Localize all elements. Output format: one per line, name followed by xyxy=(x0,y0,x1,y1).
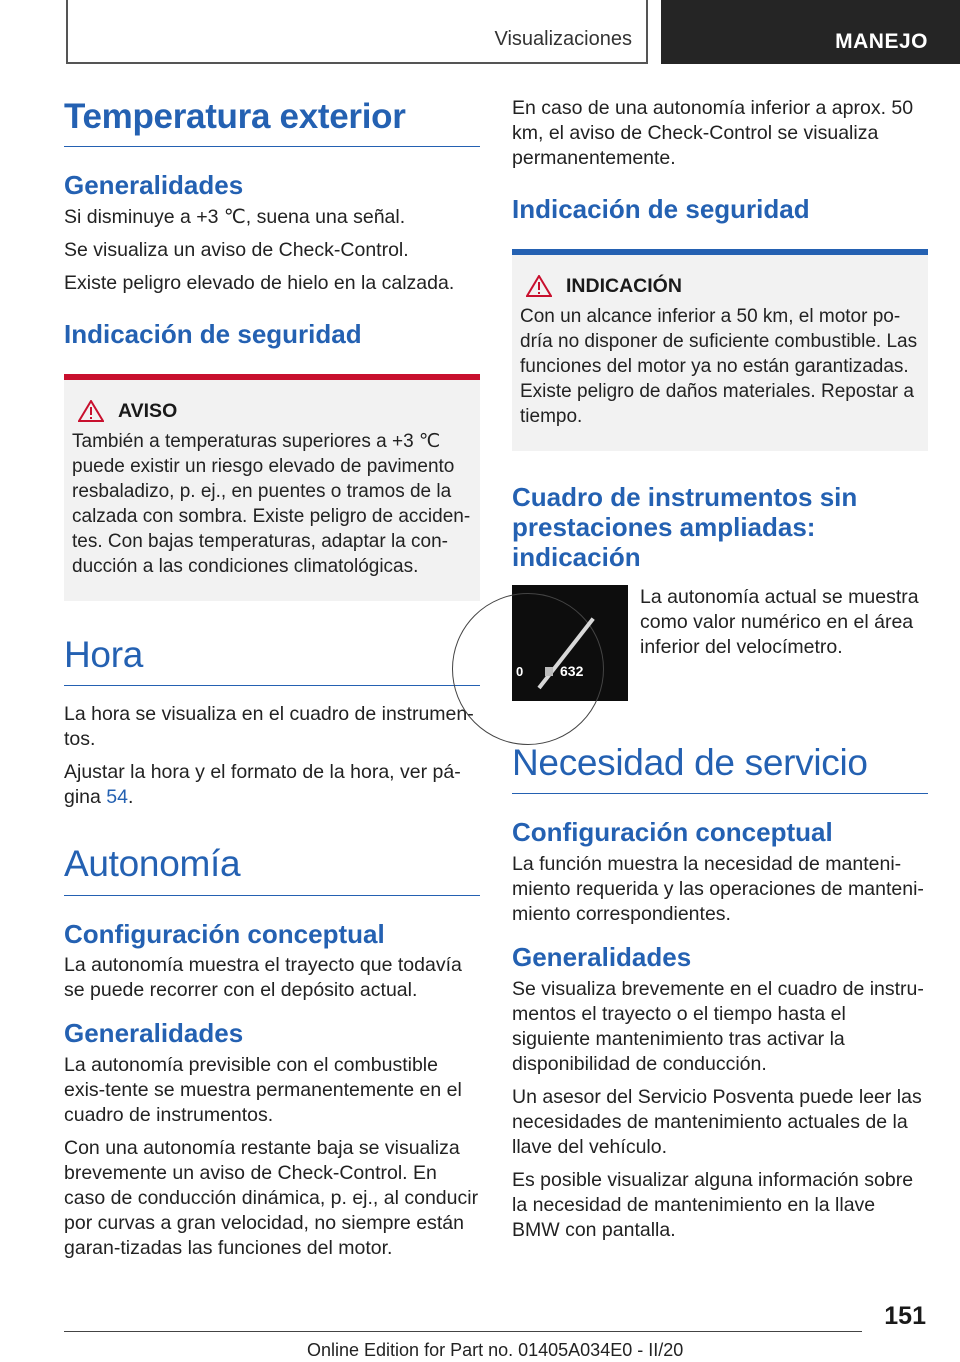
footer-edition: Online Edition for Part no. 01405A034E0 - II/20 xyxy=(307,1340,684,1360)
paragraph: La función muestra la necesidad de manteni-miento requerida y las operaciones de manteni-miento correspondientes. xyxy=(512,852,924,925)
paragraph xyxy=(64,760,480,810)
footer-divider xyxy=(64,1331,862,1332)
paragraph: La hora se visualiza en el cuadro de instrumen-tos. xyxy=(64,703,474,751)
paragraph: Se visualiza un aviso de Check-Control. xyxy=(64,238,409,261)
heading-hora: Hora xyxy=(64,633,480,686)
paragraph: La autonomía previsible con el combustible exis-tente se muestra permanentemente en el cuadro de instrumentos. xyxy=(64,1054,462,1127)
heading-autonomia: Autonomía xyxy=(64,842,480,895)
paragraph: La autonomía muestra el trayecto que todavía se puede recorrer con el depósito actual. xyxy=(64,954,462,1002)
cluster-section xyxy=(512,585,928,701)
paragraph: Es posible visualizar alguna información sobre la necesidad de mantenimiento en la llave BMW con pantalla. xyxy=(512,1168,914,1241)
warning-triangle-icon xyxy=(526,275,552,297)
heading-generalidades: Generalidades xyxy=(64,1018,244,1049)
notice-aviso xyxy=(64,374,480,601)
fuel-pump-icon xyxy=(545,667,553,676)
paragraph: La autonomía actual se muestra como valor numérico en el área inferior del velocímetro. xyxy=(640,585,919,658)
page-number: 151 xyxy=(884,1302,926,1330)
gauge-zero-label: 0 xyxy=(516,663,524,679)
warning-triangle-icon xyxy=(78,400,104,422)
notice-label: AVISO xyxy=(118,399,178,422)
chapter-tab-label: MANEJO xyxy=(835,30,928,53)
section-title: Visualizaciones xyxy=(494,28,632,50)
paragraph: Existe peligro elevado de hielo en la calzada. xyxy=(64,271,455,294)
heading-temperatura-exterior: Temperatura exterior xyxy=(64,96,480,147)
right-column xyxy=(512,96,928,1243)
paragraph: Se visualiza brevemente en el cuadro de instru-mentos el trayecto o el tiempo hasta el siguiente mantenimiento tras activar la disponibilidad de conducción. xyxy=(512,977,924,1075)
chapter-tab[interactable] xyxy=(661,0,960,64)
heading-configuracion-conceptual: Configuración conceptual xyxy=(64,918,385,949)
range-value: 632 xyxy=(560,662,584,679)
heading-cuadro-instrumentos: Cuadro de instrumentos sin prestaciones ampliadas: indicación xyxy=(512,481,858,572)
notice-text: También a temperaturas superiores a +3 ℃ puede existir un riesgo elevado de pavimento resbaladizo, p. ej., en puentes o tramos de la calzada con sombra. Existe peligro de acciden-tes. Con bajas temperaturas, adaptar la con-ducción a las condiciones climatológicas. xyxy=(72,430,471,577)
notice-indicacion xyxy=(512,249,928,451)
heading-configuracion-conceptual: Configuración conceptual xyxy=(512,816,833,847)
speedometer-image xyxy=(512,585,628,701)
notice-text: Con un alcance inferior a 50 km, el motor po-dría no disponer de suficiente combustible. Las funciones del motor ya no están garantizadas. Existe peligro de daños materiales. Repostar a tiempo. xyxy=(520,305,918,427)
paragraph: En caso de una autonomía inferior a aprox. 50 km, el aviso de Check-Control se visualiza permanentemente. xyxy=(512,97,914,169)
header-bar xyxy=(66,0,648,64)
paragraph-text: . xyxy=(128,786,134,809)
heading-indicacion-seguridad: Indicación de seguridad xyxy=(512,194,810,224)
heading-generalidades: Generalidades xyxy=(512,941,692,972)
page-link[interactable]: 54 xyxy=(106,786,128,809)
left-column xyxy=(64,96,480,1261)
notice-label: INDICACIÓN xyxy=(566,274,682,297)
heading-generalidades: Generalidades xyxy=(64,170,244,200)
paragraph: Un asesor del Servicio Posventa puede leer las necesidades de mantenimiento actuales de la llave del vehículo. xyxy=(512,1085,922,1158)
heading-necesidad-servicio: Necesidad de servicio xyxy=(512,741,928,794)
heading-indicacion-seguridad: Indicación de seguridad xyxy=(64,318,362,349)
paragraph-text: Ajustar la hora y el formato de la hora, ver pá-gina xyxy=(64,761,461,809)
paragraph: Con una autonomía restante baja se visualiza brevemente un aviso de Check-Control. En caso de conducción dinámica, p. ej., al conducir por curvas a gran velocidad, no siempre están garan-tizadas las funciones del motor. xyxy=(64,1137,479,1260)
paragraph: Si disminuye a +3 ℃, suena una señal. xyxy=(64,205,406,228)
